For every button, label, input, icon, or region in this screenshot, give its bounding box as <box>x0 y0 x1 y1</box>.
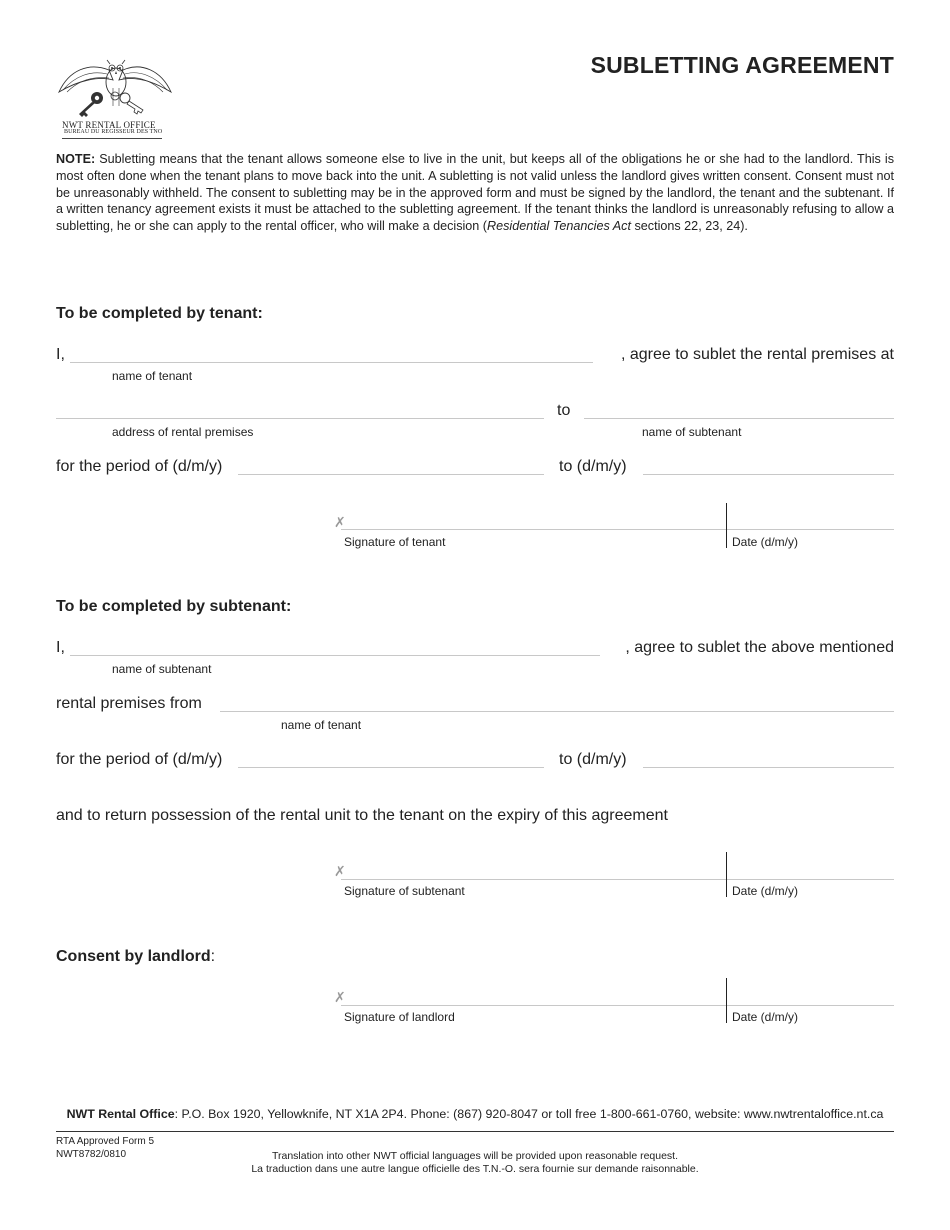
page-title: SUBLETTING AGREEMENT <box>590 52 894 78</box>
sub-period-from-field[interactable] <box>238 767 544 768</box>
sub-period-to-label: to (d/m/y) <box>559 751 627 768</box>
tenant-signature-caption: Signature of tenant <box>344 535 446 549</box>
to-label: to <box>557 402 571 419</box>
landlord-heading-text: Consent by landlord <box>56 948 211 965</box>
subtenant-date-caption: Date (d/m/y) <box>732 884 799 898</box>
subtenant-signature-field[interactable] <box>341 879 894 880</box>
form-id: RTA Approved Form 5 <box>56 1136 155 1147</box>
landlord-section-heading <box>56 948 215 966</box>
sub-period-from-label: for the period of (d/m/y) <box>56 751 223 768</box>
period-from-field[interactable] <box>238 474 544 475</box>
logo-text-fr: BUREAU DU REGISSEUR DES TNO <box>64 129 163 135</box>
subtenant-caption: name of subtenant <box>642 425 742 439</box>
note-label: NOTE: <box>56 152 96 166</box>
period-to-label: to (d/m/y) <box>559 458 627 475</box>
logo-text-en: NWT RENTAL OFFICE <box>62 120 156 130</box>
subtenant-name-field[interactable] <box>584 418 894 419</box>
return-possession-text: and to return possession of the rental unit to the tenant on the expiry of this agreement <box>56 807 668 824</box>
tenant-name-field[interactable] <box>70 362 593 363</box>
rental-address-field[interactable] <box>56 418 544 419</box>
subtenant-self-name-field[interactable] <box>70 655 600 656</box>
tenant-date-divider <box>726 503 727 548</box>
landlord-heading-colon: : <box>210 948 216 965</box>
subtenant-name-caption: name of subtenant <box>112 662 212 676</box>
subtenant-agree-text: , agree to sublet the above mentioned <box>625 639 894 656</box>
tenant-name-caption: name of tenant <box>112 369 193 383</box>
landlord-signature-caption: Signature of landlord <box>344 1010 455 1024</box>
tenant-agree-text: , agree to sublet the rental premises at <box>620 346 894 363</box>
form-code: NWT8782/0810 <box>56 1149 127 1160</box>
office-details: : P.O. Box 1920, Yellowknife, NT X1A 2P4. Phone: (867) 920-8047 or toll free 1-800-661-0760, website: www.nwtrentaloffice.nt.ca <box>174 1107 884 1121</box>
tenant-i-label: I, <box>56 346 65 363</box>
footer-divider <box>56 1131 894 1132</box>
subtenant-section-heading: To be completed by subtenant: <box>56 598 292 615</box>
period-from-label: for the period of (d/m/y) <box>56 458 223 475</box>
logo-divider <box>62 138 162 139</box>
note-text-b: sections 22, 23, 24). <box>630 219 748 234</box>
subtenant-i-label: I, <box>56 639 65 656</box>
landlord-date-caption: Date (d/m/y) <box>732 1010 799 1024</box>
office-label: NWT Rental Office <box>66 1107 175 1121</box>
office-address <box>0 1107 950 1121</box>
subtenant-date-divider <box>726 852 727 897</box>
note-paragraph <box>56 151 894 235</box>
note-text-a: Subletting means that the tenant allows someone else to live in the unit, but keeps all of the obligations he or she had to the landlord. This is most often done when the tenant plans to move back into the unit. A subletting is not valid unless the landlord gives written consent. Consent must not be unreasonably withheld. The consent to subletting may be in the approved form and must be signed by the landlord, the tenant and the subtenant. If a written tenancy agreement exists it must be attached to the subletting agreement. If the tenant thinks the landlord is unreasonably refusing to allow a subletting, he or she can apply to the rental officer, who will make a decision ( <box>56 152 894 234</box>
premises-from-label: rental premises from <box>56 695 202 712</box>
landlord-signature-field[interactable] <box>341 1005 894 1006</box>
translation-note-fr: La traduction dans une autre langue officielle des T.N.-O. sera fournie sur demande raisonnable. <box>251 1163 699 1175</box>
landlord-sign-mark: ✗ <box>334 989 346 1005</box>
translation-note-en: Translation into other NWT official languages will be provided upon reasonable request. <box>271 1150 679 1162</box>
tenant-signature-field[interactable] <box>341 529 894 530</box>
landlord-date-divider <box>726 978 727 1023</box>
note-act-reference: Residential Tenancies Act <box>487 219 631 234</box>
tenant-section-heading: To be completed by tenant: <box>56 305 263 322</box>
sub-period-to-field[interactable] <box>643 767 894 768</box>
tenant-date-caption: Date (d/m/y) <box>732 535 799 549</box>
period-to-field[interactable] <box>643 474 894 475</box>
subtenant-signature-caption: Signature of subtenant <box>344 884 465 898</box>
address-caption: address of rental premises <box>112 425 254 439</box>
subtenant-sign-mark: ✗ <box>334 863 346 879</box>
premises-tenant-name-field[interactable] <box>220 711 894 712</box>
premises-tenant-caption: name of tenant <box>281 718 362 732</box>
tenant-sign-mark: ✗ <box>334 514 346 530</box>
